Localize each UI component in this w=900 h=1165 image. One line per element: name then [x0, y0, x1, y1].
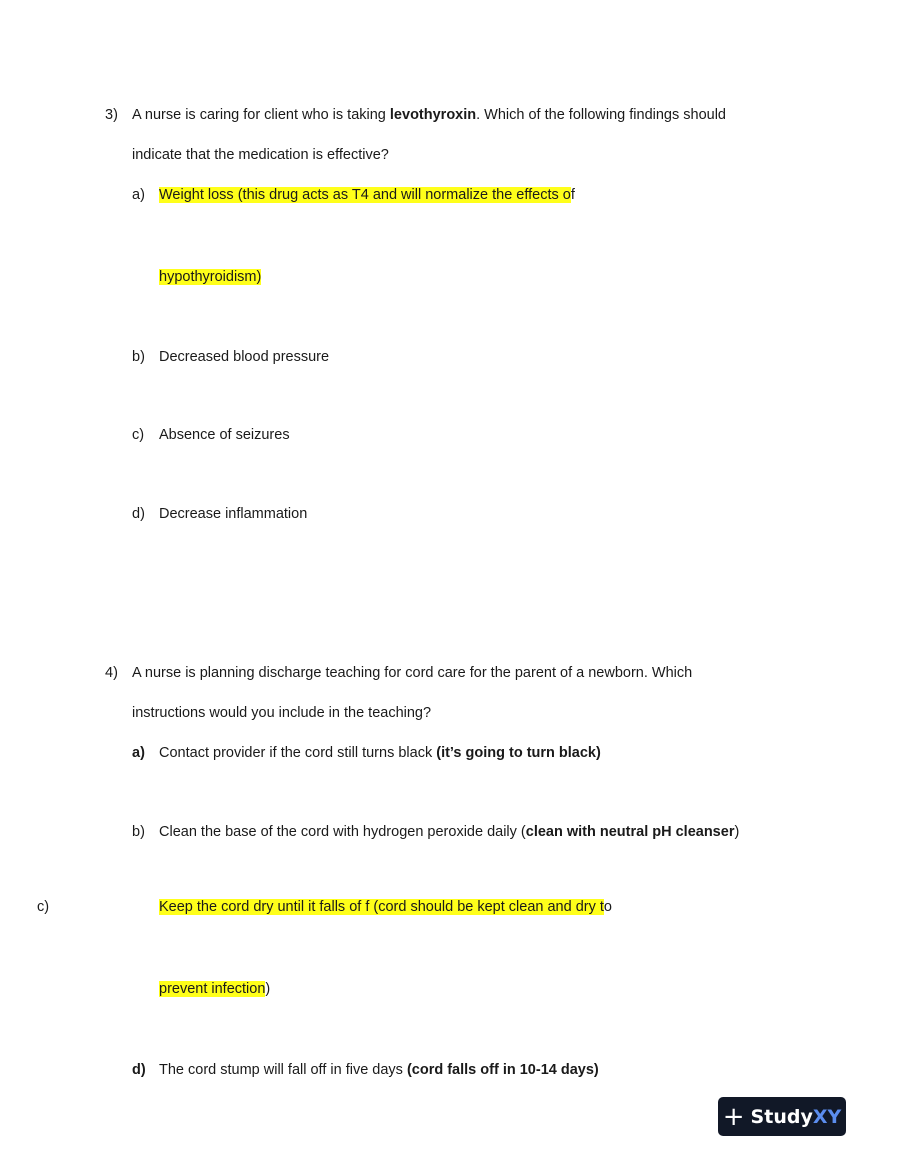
q3-option-b-text: Decreased blood pressure — [159, 349, 330, 365]
q3-option-a-line2 — [159, 268, 261, 286]
q3-stem-line2: indicate that the medication is effective? — [132, 147, 389, 163]
q4-option-c-highlight: Keep the cord dry until it falls of f (cord should be kept clean and dry t — [159, 899, 604, 915]
q4-option-c-line1 — [159, 898, 612, 916]
q4-option-d-label: d) — [132, 1062, 146, 1078]
q4-option-c-line2 — [159, 980, 270, 998]
q4-option-b-close: ) — [734, 824, 740, 840]
studyxy-logo[interactable] — [718, 1097, 846, 1136]
logo-study-text: Study — [750, 1105, 813, 1128]
q3-option-c-text: Absence of seizures — [159, 427, 290, 443]
q3-option-a-label: a) — [132, 187, 145, 203]
q4-number: 4) — [105, 665, 118, 681]
q4-option-c-tail: o — [603, 899, 612, 915]
q4-option-d-line — [159, 1061, 599, 1079]
q4-option-a-text: Contact provider if the cord still turns black — [159, 745, 437, 761]
q4-stem-line1: A nurse is planning discharge teaching for cord care for the parent of a newborn. Which — [132, 665, 693, 681]
q3-option-a-line1 — [159, 186, 575, 204]
q4-option-b-text: Clean the base of the cord with hydrogen peroxide daily ( — [159, 824, 526, 840]
q4-option-d-rationale: (cord falls off in 10-14 days) — [406, 1062, 599, 1078]
logo-xy-text: XY — [812, 1105, 842, 1128]
q4-option-c-highlight2: prevent infection — [159, 981, 266, 997]
q4-option-b-line — [159, 823, 739, 841]
q3-option-b-label: b) — [132, 349, 145, 365]
q3-option-a-highlight: Weight loss (this drug acts as T4 and will normalize the effects o — [159, 187, 571, 203]
plus-icon: + — [722, 1101, 745, 1132]
q3-drug-name: levothyroxin — [389, 107, 477, 123]
q3-number: 3) — [105, 107, 118, 123]
q4-option-a-rationale: (it’s going to turn black) — [436, 745, 601, 761]
q3-option-a-tail: f — [570, 187, 575, 203]
q3-option-d-text: Decrease inflammation — [159, 506, 308, 522]
q4-option-c-label: c) — [37, 899, 50, 915]
q3-stem-part2: . Which of the following findings should — [476, 107, 726, 123]
q4-option-a-line — [159, 744, 601, 762]
q3-stem-line1 — [132, 106, 726, 124]
q4-stem-line2: instructions would you include in the teaching? — [132, 705, 432, 721]
q3-stem-part1: A nurse is caring for client who is taking — [132, 107, 390, 123]
q4-option-a-label: a) — [132, 745, 145, 761]
q4-option-d-text: The cord stump will fall off in five days — [159, 1062, 407, 1078]
q3-option-a-highlight2: hypothyroidism) — [159, 269, 262, 285]
q4-option-c-tail2: ) — [265, 981, 271, 997]
q4-option-b-label: b) — [132, 824, 145, 840]
q3-option-c-label: c) — [132, 427, 145, 443]
q4-option-b-rationale: clean with neutral pH cleanser — [525, 824, 735, 840]
q3-option-d-label: d) — [132, 506, 145, 522]
